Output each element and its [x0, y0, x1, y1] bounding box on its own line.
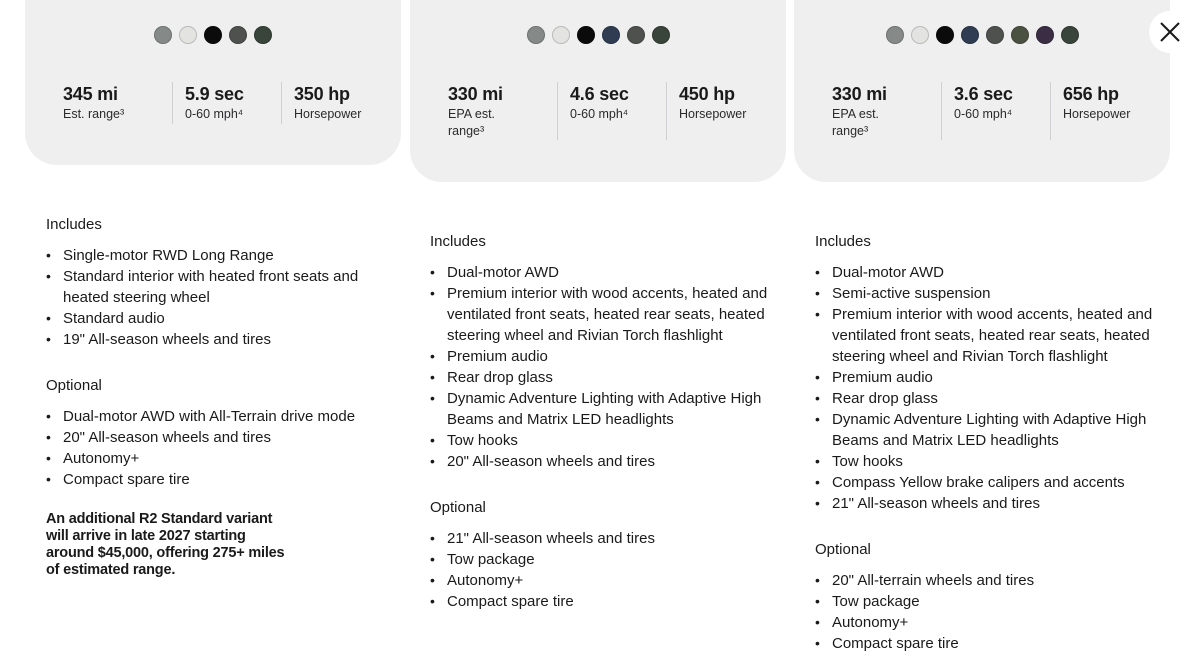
includes-heading: Includes	[46, 216, 102, 233]
list-item: • Tow package	[430, 549, 780, 570]
list-item: • Rear drop glass	[815, 388, 1165, 409]
list-item: • Compass Yellow brake calipers and accents	[815, 472, 1165, 493]
optional-heading: Optional	[430, 499, 486, 516]
includes-list	[46, 245, 396, 350]
color-swatch[interactable]	[254, 26, 272, 44]
color-swatch[interactable]	[627, 26, 645, 44]
list-item: • 20" All-season wheels and tires	[46, 427, 396, 448]
list-item: • Rear drop glass	[430, 367, 780, 388]
spec-stats	[448, 82, 775, 140]
spec-stats	[63, 82, 390, 124]
list-item: • Dynamic Adventure Lighting with Adaptive High Beams and Matrix LED headlights	[815, 409, 1165, 451]
stat-horsepower	[1050, 82, 1159, 140]
list-item: • Standard interior with heated front seats and heated steering wheel	[46, 266, 396, 308]
list-item: • Compact spare tire	[46, 469, 396, 490]
stat-horsepower	[281, 82, 390, 124]
includes-list	[815, 262, 1165, 514]
color-swatch[interactable]	[1061, 26, 1079, 44]
color-swatch[interactable]	[602, 26, 620, 44]
list-item: • 21" All-season wheels and tires	[815, 493, 1165, 514]
optional-list	[46, 406, 396, 490]
color-swatch[interactable]	[886, 26, 904, 44]
close-icon	[1159, 21, 1181, 43]
stat-label: 0-60 mph⁴	[185, 107, 244, 121]
color-swatch[interactable]	[577, 26, 595, 44]
stat-value: 4.6 sec	[570, 84, 629, 104]
color-swatches	[410, 26, 786, 44]
optional-heading: Optional	[815, 541, 871, 558]
trim-details-2	[430, 231, 780, 612]
stat-value: 350 hp	[294, 84, 350, 104]
stat-range	[448, 82, 557, 140]
stat-value: 3.6 sec	[954, 84, 1013, 104]
color-swatch[interactable]	[527, 26, 545, 44]
list-item: • Compact spare tire	[815, 633, 1165, 654]
list-item: • Premium audio	[815, 367, 1165, 388]
stat-label: Horsepower	[679, 107, 747, 121]
stat-value: 450 hp	[679, 84, 735, 104]
optional-section	[430, 497, 780, 612]
list-item: • Premium interior with wood accents, heated and ventilated front seats, heated rear seats, heated steering wheel and Rivian Torch flashlight	[430, 283, 780, 346]
trim-card-1	[25, 0, 401, 165]
color-swatch[interactable]	[961, 26, 979, 44]
stat-value: 345 mi	[63, 84, 118, 104]
stat-range	[832, 82, 941, 140]
list-item: • 20" All-terrain wheels and tires	[815, 570, 1165, 591]
stat-label: EPA est. range³	[448, 107, 496, 138]
list-item: • Dual-motor AWD	[430, 262, 780, 283]
list-item: • Premium interior with wood accents, heated and ventilated front seats, heated rear seats, heated steering wheel and Rivian Torch flashlight	[815, 304, 1165, 367]
optional-heading: Optional	[46, 377, 102, 394]
list-item: • Autonomy+	[430, 570, 780, 591]
color-swatch[interactable]	[154, 26, 172, 44]
list-item: • Semi-active suspension	[815, 283, 1165, 304]
color-swatch[interactable]	[179, 26, 197, 44]
color-swatch[interactable]	[1011, 26, 1029, 44]
list-item: • Autonomy+	[46, 448, 396, 469]
stat-acceleration	[941, 82, 1050, 140]
list-item: • Compact spare tire	[430, 591, 780, 612]
stat-label: 0-60 mph⁴	[570, 107, 629, 121]
stat-value: 330 mi	[832, 84, 887, 104]
list-item: • Tow package	[815, 591, 1165, 612]
stat-value: 5.9 sec	[185, 84, 244, 104]
list-item: • Dual-motor AWD	[815, 262, 1165, 283]
optional-list	[815, 570, 1165, 654]
list-item: • 21" All-season wheels and tires	[430, 528, 780, 549]
trim-card-2	[410, 0, 786, 182]
color-swatch[interactable]	[911, 26, 929, 44]
trim-details-3	[815, 231, 1165, 654]
color-swatch[interactable]	[652, 26, 670, 44]
standard-variant-note: An additional R2 Standard variant will arrive in late 2027 starting around $45,000, offering 275+ miles of estimated range.	[46, 511, 285, 578]
stat-value: 656 hp	[1063, 84, 1119, 104]
close-button[interactable]	[1149, 11, 1191, 53]
stat-label: Est. range³	[63, 107, 125, 121]
list-item: • Single-motor RWD Long Range	[46, 245, 396, 266]
list-item: • Dynamic Adventure Lighting with Adaptive High Beams and Matrix LED headlights	[430, 388, 780, 430]
color-swatch[interactable]	[1036, 26, 1054, 44]
includes-list	[430, 262, 780, 472]
stat-label: EPA est. range³	[832, 107, 880, 138]
list-item: • Autonomy+	[815, 612, 1165, 633]
list-item: • Tow hooks	[430, 430, 780, 451]
color-swatch[interactable]	[204, 26, 222, 44]
list-item: • 19" All-season wheels and tires	[46, 329, 396, 350]
stat-label: 0-60 mph⁴	[954, 107, 1013, 121]
color-swatch[interactable]	[936, 26, 954, 44]
includes-heading: Includes	[815, 233, 871, 250]
stat-value: 330 mi	[448, 84, 503, 104]
list-item: • Tow hooks	[815, 451, 1165, 472]
optional-section	[815, 539, 1165, 654]
color-swatch[interactable]	[229, 26, 247, 44]
stat-range	[63, 82, 172, 124]
color-swatches	[25, 26, 401, 44]
trim-details-1	[46, 214, 396, 579]
stat-acceleration	[557, 82, 666, 140]
stat-horsepower	[666, 82, 775, 140]
stat-acceleration	[172, 82, 281, 124]
color-swatches	[794, 26, 1170, 44]
optional-list	[430, 528, 780, 612]
list-item: • Premium audio	[430, 346, 780, 367]
includes-heading: Includes	[430, 233, 486, 250]
trim-card-3	[794, 0, 1170, 182]
spec-stats	[832, 82, 1159, 140]
list-item: • Dual-motor AWD with All-Terrain drive mode	[46, 406, 396, 427]
color-swatch[interactable]	[986, 26, 1004, 44]
list-item: • 20" All-season wheels and tires	[430, 451, 780, 472]
stat-label: Horsepower	[294, 107, 362, 121]
color-swatch[interactable]	[552, 26, 570, 44]
optional-section	[46, 375, 396, 490]
stat-label: Horsepower	[1063, 107, 1131, 121]
list-item: • Standard audio	[46, 308, 396, 329]
